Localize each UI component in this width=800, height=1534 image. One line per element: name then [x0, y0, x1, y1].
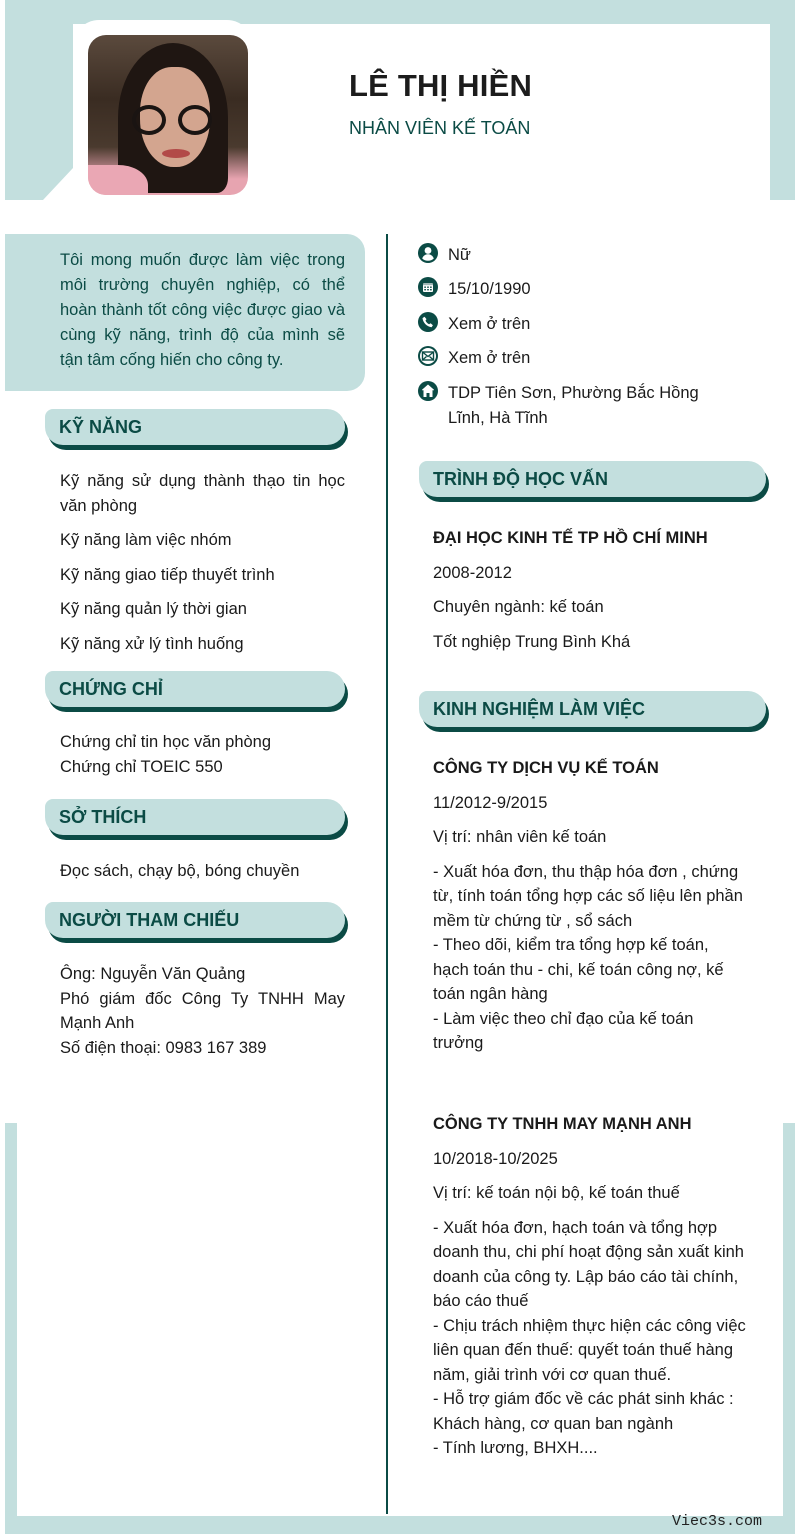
calendar-icon: [418, 277, 438, 297]
avatar: [88, 35, 248, 195]
section-header-certificates: CHỨNG CHỈ: [45, 671, 345, 707]
references-block: Ông: Nguyễn Văn Quảng Phó giám đốc Công Ty TNHH May Mạnh Anh Số điện thoại: 0983 167 389: [60, 965, 345, 1057]
objective-text: Tôi mong muốn được làm việc trong môi trường chuyên nghiệp, có thể hoàn thành tốt công việc được giao và cùng kỹ năng, trình độ của mình sẽ tận tâm cống hiến cho công ty.: [60, 251, 345, 369]
watermark: Viec3s.com: [672, 1513, 763, 1530]
job-duty: - Chịu trách nhiệm thực hiện các công việc liên quan đến thuế: quyết toán thuế hàng năm, giải trình với cơ quan thuế.: [433, 1316, 746, 1384]
column-divider: [386, 234, 388, 1514]
job-duty: - Theo dõi, kiểm tra tổng hợp kế toán, hạch toán thu - chi, kế toán công nợ, kế toán ngân hàng: [433, 936, 724, 1003]
section-header-education: TRÌNH ĐỘ HỌC VẤN: [419, 461, 766, 497]
mail-icon: [418, 346, 438, 366]
candidate-name: LÊ THỊ HIỀN: [349, 68, 533, 103]
list-item: Chứng chỉ tin học văn phòng: [60, 733, 272, 751]
list-item: Kỹ năng sử dụng thành thạo tin học văn phòng: [60, 472, 345, 515]
list-item: Kỹ năng xử lý tình huống: [60, 634, 244, 653]
job-duty: - Tính lương, BHXH....: [433, 1439, 598, 1457]
contact-birthday: 15/10/1990: [418, 277, 708, 302]
certificates-list: [60, 730, 345, 779]
school-name: ĐẠI HỌC KINH TẾ TP HỒ CHÍ MINH: [433, 529, 708, 547]
job-title: NHÂN VIÊN KẾ TOÁN: [349, 118, 531, 138]
education-block: [433, 526, 753, 654]
home-icon: [418, 381, 438, 401]
list-item: Kỹ năng giao tiếp thuyết trình: [60, 565, 275, 584]
contact-email: Xem ở trên: [418, 346, 708, 371]
job-duty: - Xuất hóa đơn, thu thập hóa đơn , chứng từ, tính toán tổng hợp các số liệu lên phần mềm từ chứng từ , sổ sách: [433, 862, 743, 930]
header-band-left: [5, 0, 73, 200]
frame-right: [783, 1123, 795, 1534]
education-major: Chuyên ngành: kế toán: [433, 598, 604, 616]
job-duty: - Làm việc theo chỉ đạo của kế toán trưởng: [433, 1009, 694, 1052]
list-item: Chứng chỉ TOEIC 550: [60, 757, 223, 776]
contact-phone: Xem ở trên: [418, 312, 708, 337]
phone-icon: [418, 312, 438, 332]
company-name: CÔNG TY TNHH MAY MẠNH ANH: [433, 1115, 692, 1133]
education-grade: Tốt nghiệp Trung Bình Khá: [433, 632, 631, 651]
section-header-skills: KỸ NĂNG: [45, 409, 345, 445]
section-header-hobbies: SỞ THÍCH: [45, 799, 345, 835]
job-period: 11/2012-9/2015: [433, 793, 548, 812]
job-duty: - Xuất hóa đơn, hạch toán và tổng hợp doanh thu, chi phí hoạt động sản xuất kinh doanh của công ty. Lập báo cáo tài chính, báo cáo thuế: [433, 1218, 744, 1310]
list-item: Kỹ năng làm việc nhóm: [60, 531, 232, 549]
contact-address: TDP Tiên Sơn, Phường Bắc Hồng Lĩnh, Hà Tĩnh: [418, 381, 708, 431]
skills-list: [60, 469, 345, 656]
hobbies-text: Đọc sách, chạy bộ, bóng chuyền: [60, 862, 300, 880]
section-header-experience: KINH NGHIỆM LÀM VIỆC: [419, 691, 766, 727]
job-duty: - Hỗ trợ giám đốc về các phát sinh khác : Khách hàng, cơ quan ban ngành: [433, 1390, 734, 1433]
job-period: 10/2018-10/2025: [433, 1149, 558, 1168]
header-band-right: [770, 0, 795, 200]
frame-left: [5, 1123, 17, 1534]
section-header-references: NGƯỜI THAM CHIẾU: [45, 902, 345, 938]
career-objective: [5, 234, 365, 391]
education-period: 2008-2012: [433, 563, 512, 582]
job-1: [433, 756, 748, 1056]
user-icon: [418, 243, 438, 263]
contact-gender: Nữ: [418, 243, 708, 268]
company-name: CÔNG TY DỊCH VỤ KẾ TOÁN: [433, 759, 659, 777]
job-position: Vị trí: kế toán nội bộ, kế toán thuế: [433, 1184, 680, 1202]
job-position: Vị trí: nhân viên kế toán: [433, 828, 607, 846]
list-item: Kỹ năng quản lý thời gian: [60, 600, 247, 618]
job-2: [433, 1112, 751, 1461]
